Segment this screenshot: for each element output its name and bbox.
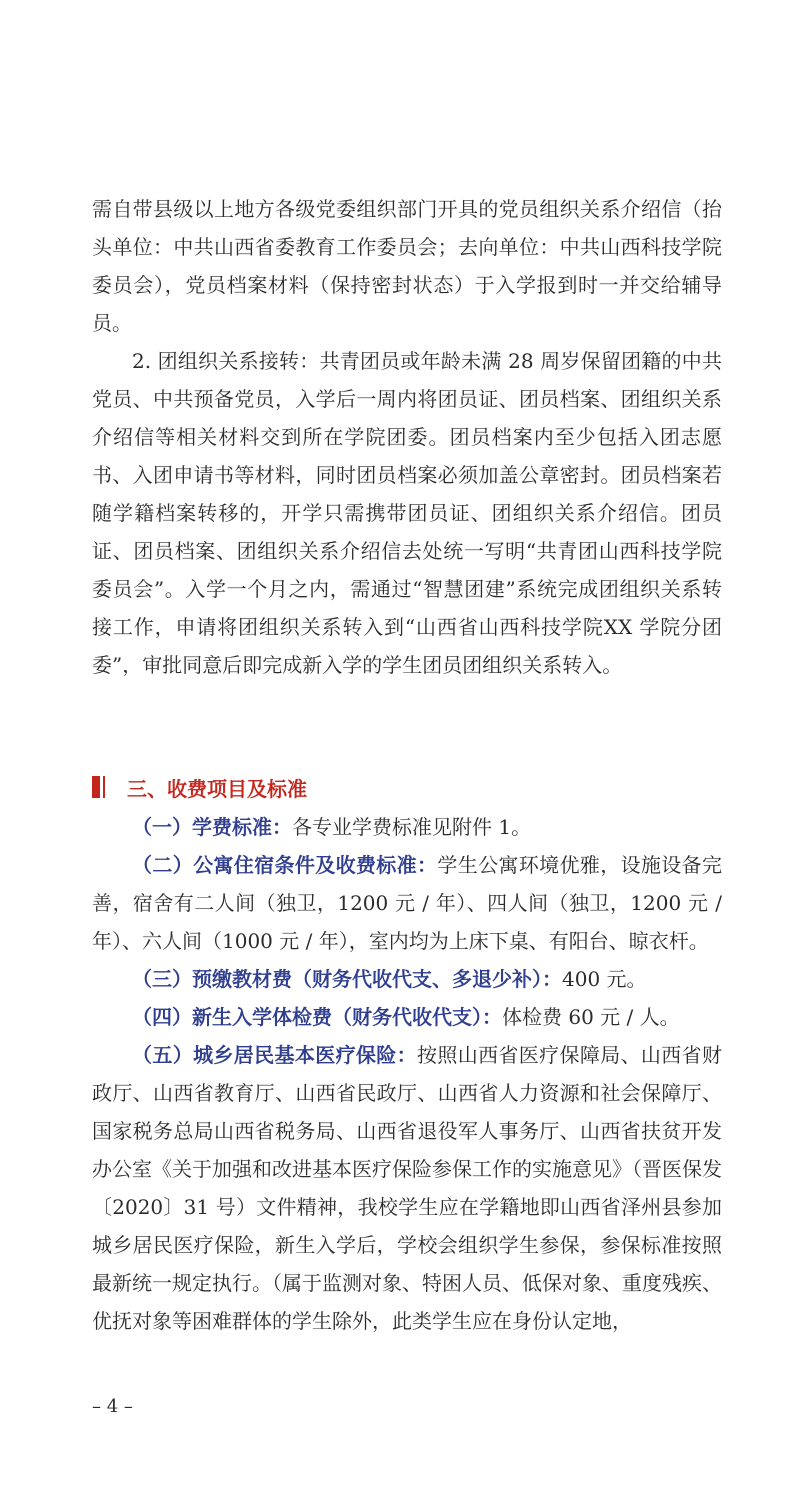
fee-item-tuition [92, 808, 722, 846]
fee-item-text: 按照山西省医疗保障局、山西省财政厅、山西省教育厅、山西省民政厅、山西省人力资源和社会保障厅、国家税务总局山西省税务局、山西省退役军人事务厅、山西省扶贫开发办公室《关于加强和改进基本医疗保险参保工作的实施意见》（晋医保发〔2020〕31 号）文件精神，我校学生应在学籍地即山西省泽州县参加城乡居民医疗保险，新生入学后，学校会组织学生参保，参保标准按照最新统一规定执行。（属于监测对象、特困人员、低保对象、重度残疾、优抚对象等困难群体的学生除外，此类学生应在身份认定地， [92, 1043, 722, 1333]
party-relation-paragraph: 需自带县级以上地方各级党委组织部门开具的党员组织关系介绍信（抬头单位：中共山西省委教育工作委员会；去向单位：中共山西科技学院委员会），党员档案材料（保持密封状态）于入学报到时一并交给辅导员。 [92, 197, 722, 335]
fee-item-text: 400 元。 [562, 967, 647, 991]
fee-item-medical-exam [92, 998, 722, 1036]
fee-item-label: （五）城乡居民基本医疗保险： [132, 1043, 417, 1067]
fee-item-text: 学生公寓环境优雅，设施设备完善，宿舍有二人间（独卫，1200 元 / 年）、四人间（独卫，1200 元 / 年）、六人间（1000 元 / 年），室内均为上床下桌、有阳台、晾衣杆。 [92, 853, 723, 953]
fee-item-label: （一）学费标准： [132, 815, 292, 839]
page-number: – 4 – [92, 1396, 133, 1417]
fee-item-textbooks [92, 960, 722, 998]
fee-item-label: （二）公寓住宿条件及收费标准： [132, 853, 438, 877]
fee-item-label: （三）预缴教材费（财务代收代支、多退少补）： [132, 967, 562, 991]
section-marker-icon [92, 776, 105, 798]
fee-item-medical-insurance [92, 1036, 722, 1340]
fee-item-dormitory [92, 846, 722, 960]
league-relation-paragraph: 2. 团组织关系接转：共青团员或年龄未满 28 周岁保留团籍的中共党员、中共预备党员，入学后一周内将团员证、团员档案、团组织关系介绍信等相关材料交到所在学院团委。团员档案内至少包括入团志愿书、入团申请书等材料，同时团员档案必须加盖公章密封。团员档案若随学籍档案转移的，开学只需携带团员证、团组织关系介绍信。团员证、团员档案、团组织关系介绍信去处统一写明“共青团山西科技学院委员会”。入学一个月之内，需通过“智慧团建”系统完成团组织关系转接工作，申请将团组织关系转入到“山西省山西科技学院XX 学院分团委”，审批同意后即完成新入学的学生团员团组织关系转入。 [92, 349, 722, 677]
section-title: 三、收费项目及标准 [127, 776, 307, 801]
fee-item-text: 体检费 60 元 / 人。 [502, 1005, 680, 1029]
fee-item-text: 各专业学费标准见附件 1。 [292, 815, 532, 839]
fee-item-label: （四）新生入学体检费（财务代收代支）： [132, 1005, 502, 1029]
section-heading-fees [92, 770, 722, 804]
